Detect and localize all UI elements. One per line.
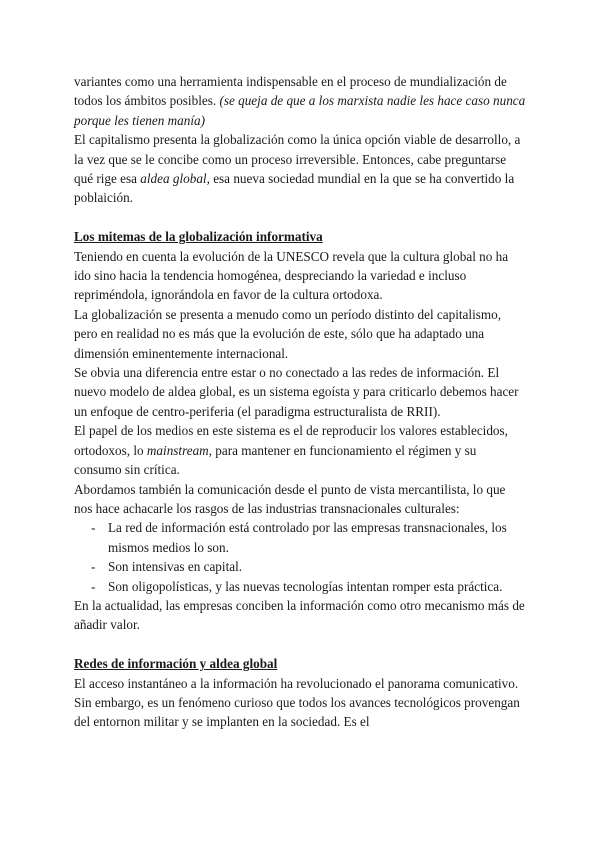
section-heading: Redes de información y aldea global	[74, 656, 278, 672]
list-item-text: Son oligopolísticas, y las nuevas tecnologías intentan romper esta práctica.	[108, 578, 503, 594]
paragraph-text: esa nueva sociedad mundial en la que se ha convertido la poblaición.	[74, 171, 515, 206]
blank-line	[74, 635, 526, 654]
list-item-text: Son intensivas en capital.	[108, 559, 243, 575]
paragraph: En la actualidad, las empresas conciben la información como otro mecanismo más de añadir valor.	[74, 597, 525, 633]
dash-list	[74, 518, 526, 596]
section-heading: Los mitemas de la globalización informativa	[74, 229, 323, 245]
paragraph: Se obvia una diferencia entre estar o no conectado a las redes de información. El nuevo modelo de aldea global, es un sistema egoísta y para criticarlo debemos hacer un enfoque de centro-periferia (el paradigma estructuralista de RRII).	[74, 365, 519, 419]
paragraph-text: El papel de los medios en este sistema es el de reproducir los valores establecidos, ortodoxos, lo	[74, 423, 508, 458]
page-content	[74, 72, 526, 732]
paragraph	[74, 421, 526, 479]
paragraph-text: El capitalismo presenta la globalización como la única opción viable de desarrollo, a la vez que se le concibe como un proceso irreversible. Entonces, cabe preguntarse qué rige esa	[74, 132, 521, 187]
paragraph: El acceso instantáneo a la información ha revolucionado el panorama comunicativo. Sin embargo, es un fenómeno curioso que todos los avances tecnológicos provengan del entornon militar y se implanten en la sociedad. Es el	[74, 675, 520, 730]
list-item-text: La red de información está controlado por las empresas transnacionales, los mismos medios lo son.	[108, 520, 507, 555]
list-item	[74, 557, 526, 576]
paragraph	[74, 130, 526, 208]
dash-bullet: -	[91, 520, 96, 536]
dash-bullet: -	[91, 578, 96, 594]
paragraph	[74, 72, 526, 130]
paragraph: La globalización se presenta a menudo como un período distinto del capitalismo, pero en realidad no es más que la evolución de este, sólo que ha adaptado una dimensión eminentemente internacional.	[74, 306, 502, 361]
paragraph: Abordamos también la comunicación desde el punto de vista mercantilista, lo que nos hace achacarle los rasgos de las industrias transnacionales culturales:	[74, 481, 506, 516]
blank-line	[74, 208, 526, 227]
list-item	[74, 577, 526, 596]
italic-term: aldea global,	[140, 171, 210, 187]
list-item	[74, 518, 526, 557]
paragraph: Teniendo en cuenta la evolución de la UNESCO revela que la cultura global no ha ido sino hacia la tendencia homogénea, despreciando la variedad e incluso repriméndola, ignorándola en favor de la cultura ortodoxa.	[74, 248, 509, 303]
italic-term: mainstream	[146, 442, 209, 458]
paragraph-text: , para mantener en funcionamiento el régimen y su consumo sin crítica.	[74, 442, 477, 478]
dash-bullet: -	[91, 559, 96, 575]
paragraph-text: variantes como una herramienta indispensable en el proceso de mundialización de todos los ámbitos posibles.	[74, 74, 507, 109]
italic-note: (se queja de que a los marxista nadie les hace caso nunca porque les tienen manía)	[74, 93, 526, 128]
